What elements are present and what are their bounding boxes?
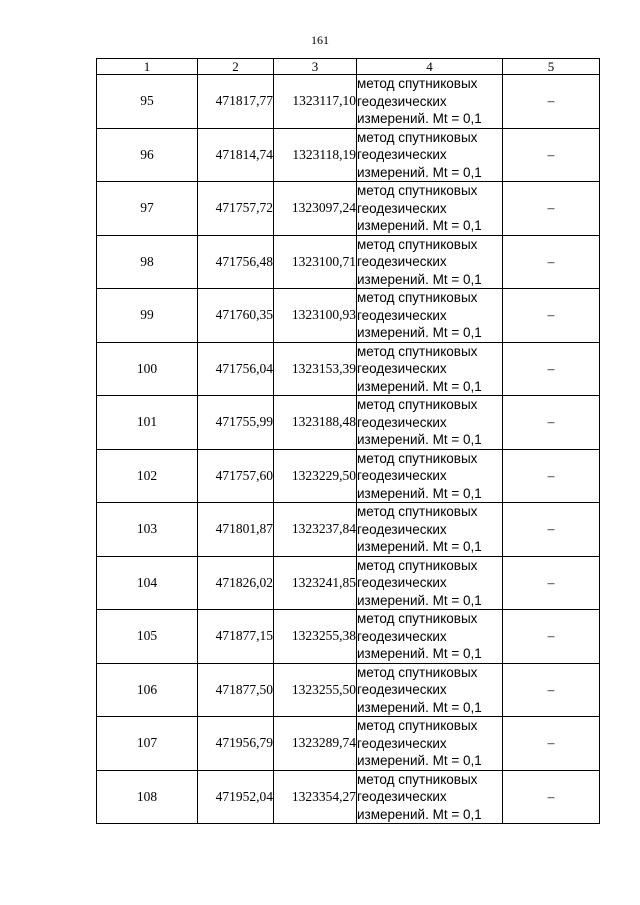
note-cell: –	[503, 396, 600, 450]
table-header-row	[97, 59, 600, 75]
point-number-cell: 107	[97, 717, 198, 771]
table-row	[97, 342, 600, 396]
method-cell	[357, 289, 503, 343]
point-number-cell: 101	[97, 396, 198, 450]
method-cell	[357, 342, 503, 396]
note-cell: –	[503, 663, 600, 717]
table-row	[97, 503, 600, 557]
method-line: метод спутниковых	[357, 397, 478, 412]
method-cell	[357, 663, 503, 717]
method-line: геодезических	[357, 361, 447, 376]
note-cell: –	[503, 503, 600, 557]
method-line: измерений. Mt = 0,1	[357, 432, 482, 447]
method-line: метод спутниковых	[357, 718, 478, 733]
point-number-cell: 105	[97, 610, 198, 664]
table-row	[97, 235, 600, 289]
method-line: метод спутниковых	[357, 771, 478, 787]
y-coordinate-cell: 1323255,38	[274, 610, 357, 664]
method-line: метод спутниковых	[357, 343, 478, 359]
method-line: геодезических	[357, 682, 447, 697]
method-line: геодезических	[357, 575, 447, 590]
method-line: измерений. Mt = 0,1	[357, 271, 482, 287]
table-row	[97, 770, 600, 824]
column-header-3: 3	[274, 59, 357, 75]
method-cell	[357, 75, 503, 129]
note-cell: –	[503, 182, 600, 236]
y-coordinate-cell: 1323100,71	[274, 235, 357, 289]
method-cell	[357, 449, 503, 503]
note-cell: –	[503, 556, 600, 610]
method-line: метод спутниковых	[357, 183, 478, 198]
x-coordinate-cell: 471956,79	[198, 717, 274, 771]
note-cell: –	[503, 449, 600, 503]
method-cell	[357, 396, 503, 450]
x-coordinate-cell: 471952,04	[198, 770, 274, 824]
point-number-cell: 106	[97, 663, 198, 717]
table-row	[97, 396, 600, 450]
x-coordinate-cell: 471755,99	[198, 396, 274, 450]
coordinates-table	[96, 58, 600, 824]
method-cell	[357, 717, 503, 771]
point-number-cell: 97	[97, 182, 198, 236]
page-number: 161	[311, 33, 329, 47]
method-line: геодезических	[357, 789, 447, 804]
method-line: геодезических	[357, 93, 447, 109]
table-row	[97, 449, 600, 503]
method-line: измерений. Mt = 0,1	[357, 699, 482, 715]
x-coordinate-cell: 471826,02	[198, 556, 274, 610]
method-line: геодезических	[357, 147, 447, 162]
x-coordinate-cell: 471757,72	[198, 182, 274, 236]
method-cell	[357, 235, 503, 289]
point-number-cell: 100	[97, 342, 198, 396]
method-line: метод спутниковых	[357, 611, 478, 626]
method-line: измерений. Mt = 0,1	[357, 218, 482, 233]
table-row	[97, 717, 600, 771]
method-line: геодезических	[357, 200, 447, 216]
y-coordinate-cell: 1323237,84	[274, 503, 357, 557]
x-coordinate-cell: 471817,77	[198, 75, 274, 129]
method-line: метод спутниковых	[357, 290, 478, 305]
method-line: измерений. Mt = 0,1	[357, 753, 482, 768]
x-coordinate-cell: 471756,48	[198, 235, 274, 289]
y-coordinate-cell: 1323117,10	[274, 75, 357, 129]
method-line: измерений. Mt = 0,1	[357, 646, 482, 661]
x-coordinate-cell: 471760,35	[198, 289, 274, 343]
table-row	[97, 289, 600, 343]
method-line: геодезических	[357, 521, 447, 537]
method-line: геодезических	[357, 414, 447, 430]
column-header-5: 5	[503, 59, 600, 75]
note-cell: –	[503, 770, 600, 824]
method-line: метод спутниковых	[357, 129, 478, 145]
note-cell: –	[503, 128, 600, 182]
y-coordinate-cell: 1323153,39	[274, 342, 357, 396]
table-body	[97, 75, 600, 824]
method-line: геодезических	[357, 735, 447, 751]
y-coordinate-cell: 1323118,19	[274, 128, 357, 182]
method-line: измерений. Mt = 0,1	[357, 325, 482, 340]
method-cell	[357, 610, 503, 664]
x-coordinate-cell: 471757,60	[198, 449, 274, 503]
table-row	[97, 663, 600, 717]
method-cell	[357, 503, 503, 557]
table-row	[97, 182, 600, 236]
y-coordinate-cell: 1323100,93	[274, 289, 357, 343]
column-header-4: 4	[357, 59, 503, 75]
method-line: измерений. Mt = 0,1	[357, 592, 482, 608]
method-line: измерений. Mt = 0,1	[357, 164, 482, 180]
point-number-cell: 98	[97, 235, 198, 289]
point-number-cell: 104	[97, 556, 198, 610]
y-coordinate-cell: 1323255,50	[274, 663, 357, 717]
table-row	[97, 128, 600, 182]
y-coordinate-cell: 1323188,48	[274, 396, 357, 450]
method-line: метод спутниковых	[357, 664, 478, 680]
method-line: измерений. Mt = 0,1	[357, 806, 482, 822]
y-coordinate-cell: 1323289,74	[274, 717, 357, 771]
method-line: геодезических	[357, 628, 447, 644]
point-number-cell: 103	[97, 503, 198, 557]
y-coordinate-cell: 1323241,85	[274, 556, 357, 610]
column-header-2: 2	[198, 59, 274, 75]
point-number-cell: 108	[97, 770, 198, 824]
x-coordinate-cell: 471814,74	[198, 128, 274, 182]
method-cell	[357, 556, 503, 610]
method-cell	[357, 770, 503, 824]
y-coordinate-cell: 1323354,27	[274, 770, 357, 824]
point-number-cell: 99	[97, 289, 198, 343]
method-line: метод спутниковых	[357, 504, 478, 519]
y-coordinate-cell: 1323097,24	[274, 182, 357, 236]
note-cell: –	[503, 342, 600, 396]
method-line: метод спутниковых	[357, 76, 478, 91]
method-line: метод спутниковых	[357, 236, 478, 252]
note-cell: –	[503, 75, 600, 129]
x-coordinate-cell: 471877,50	[198, 663, 274, 717]
point-number-cell: 95	[97, 75, 198, 129]
table-row	[97, 556, 600, 610]
x-coordinate-cell: 471877,15	[198, 610, 274, 664]
x-coordinate-cell: 471801,87	[198, 503, 274, 557]
column-header-1: 1	[97, 59, 198, 75]
table-row	[97, 75, 600, 129]
x-coordinate-cell: 471756,04	[198, 342, 274, 396]
method-line: измерений. Mt = 0,1	[357, 111, 482, 126]
point-number-cell: 96	[97, 128, 198, 182]
method-line: метод спутниковых	[357, 450, 478, 466]
note-cell: –	[503, 289, 600, 343]
point-number-cell: 102	[97, 449, 198, 503]
note-cell: –	[503, 610, 600, 664]
table-row	[97, 610, 600, 664]
method-cell	[357, 128, 503, 182]
method-line: геодезических	[357, 307, 447, 323]
method-line: метод спутниковых	[357, 557, 478, 573]
method-line: измерений. Mt = 0,1	[357, 539, 482, 554]
method-line: измерений. Mt = 0,1	[357, 485, 482, 501]
note-cell: –	[503, 717, 600, 771]
y-coordinate-cell: 1323229,50	[274, 449, 357, 503]
note-cell: –	[503, 235, 600, 289]
method-cell	[357, 182, 503, 236]
method-line: геодезических	[357, 254, 447, 269]
method-line: геодезических	[357, 468, 447, 483]
method-line: измерений. Mt = 0,1	[357, 378, 482, 394]
